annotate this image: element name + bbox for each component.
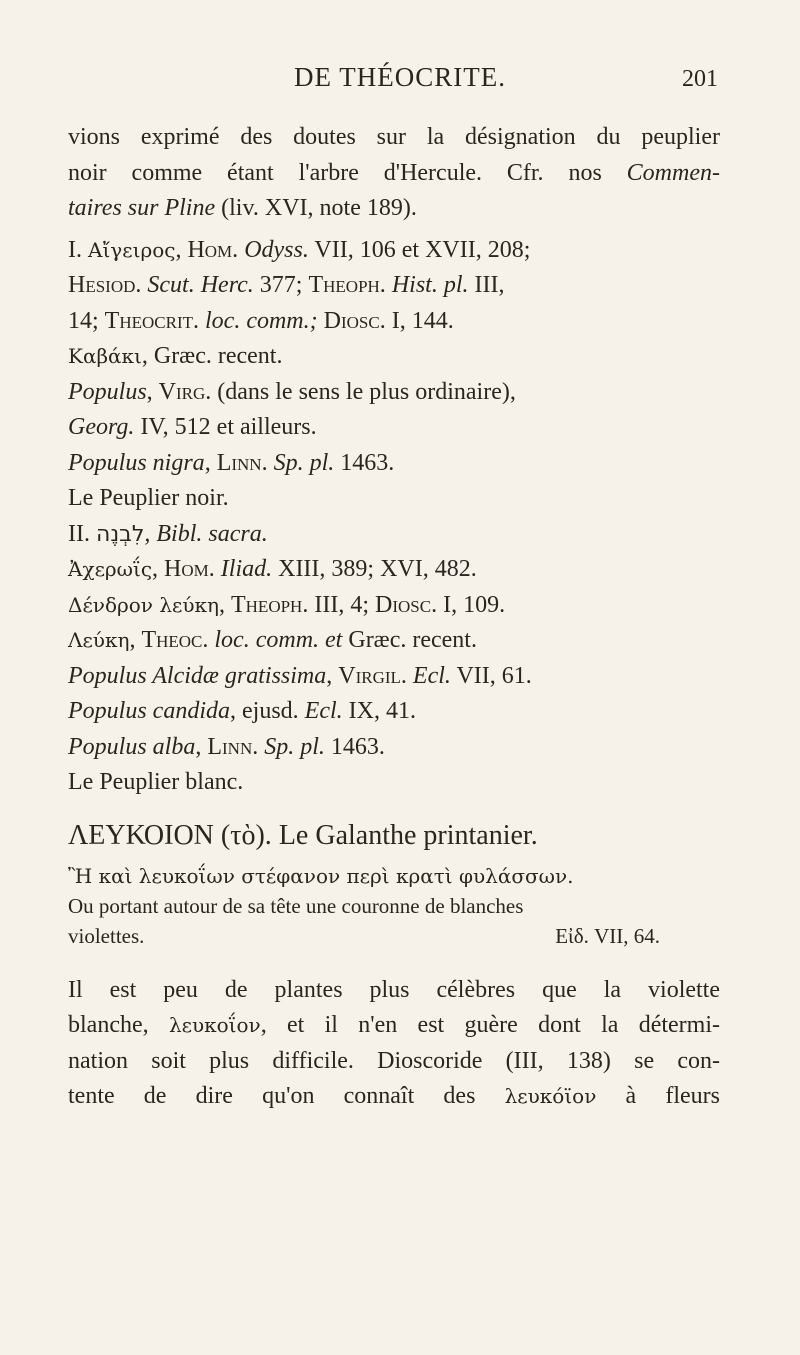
citation-line bbox=[68, 730, 720, 766]
work-title: Sp. pl. bbox=[267, 449, 335, 476]
line-text: I. bbox=[68, 236, 88, 263]
author-name: Theoph. bbox=[231, 591, 309, 618]
line-text: III, bbox=[468, 272, 505, 298]
greek-quote bbox=[68, 861, 720, 891]
translation bbox=[68, 891, 720, 951]
citation-line bbox=[68, 765, 720, 801]
work-title: Georg. bbox=[68, 414, 135, 440]
text-line bbox=[68, 973, 720, 1009]
section-title-greek: ΛΕΥΚΟΙΟΝ bbox=[68, 819, 214, 851]
latin-name: Populus nigra bbox=[68, 449, 205, 476]
work-title: Ecl. bbox=[304, 698, 343, 724]
page-header bbox=[0, 62, 800, 102]
section-heading bbox=[68, 815, 720, 857]
line-text: Græc. recent. bbox=[342, 627, 477, 653]
citation-line bbox=[68, 659, 720, 695]
text-line bbox=[68, 120, 720, 156]
citation-line bbox=[68, 268, 720, 304]
greek-term: λευκόϊον bbox=[504, 1084, 597, 1108]
work-title: loc. comm. et bbox=[208, 627, 343, 653]
work-title: Ecl. bbox=[406, 662, 451, 689]
page-number: 201 bbox=[682, 66, 718, 92]
greek-term: Λεύκη bbox=[68, 628, 130, 652]
author-name: Hom. bbox=[187, 236, 239, 263]
line-text: I, 144. bbox=[385, 307, 454, 334]
line-text: blanche, bbox=[68, 1012, 169, 1038]
citation-line bbox=[68, 375, 720, 411]
line-text: IX, 41. bbox=[342, 698, 416, 724]
text-line bbox=[68, 156, 720, 192]
latin-name: Populus bbox=[68, 378, 147, 405]
citation-line bbox=[68, 410, 720, 446]
line-text: II. bbox=[68, 520, 96, 547]
line-text: III, 4; bbox=[308, 591, 375, 618]
author-name: Theoc. bbox=[141, 627, 209, 653]
work-title: taires sur Pline bbox=[68, 195, 216, 221]
citation-line bbox=[68, 588, 720, 624]
citation-line bbox=[68, 623, 720, 659]
work-title: Odyss. bbox=[238, 236, 309, 263]
author-name: Diosc. bbox=[317, 307, 386, 334]
page-body bbox=[68, 120, 720, 1115]
greek-term: Δένδρον λεύκη bbox=[68, 592, 219, 617]
greek-term: Ἀχερωΐς bbox=[68, 557, 153, 581]
line-text: (dans le sens le plus ordinaire), bbox=[211, 378, 516, 405]
line-text: nation soit plus difficile. Dioscoride (III, 138) se con- bbox=[68, 1047, 720, 1074]
citation-line bbox=[68, 694, 720, 730]
work-title: Scut. Herc. bbox=[141, 272, 254, 298]
author-name: Virg. bbox=[158, 378, 212, 405]
greek-term: λευκοΐον bbox=[168, 1013, 261, 1037]
quote-reference: Εἰδ. VII, 64. bbox=[555, 923, 660, 948]
line-text: , bbox=[146, 378, 159, 405]
line-text: 14; bbox=[68, 307, 105, 334]
citation-line bbox=[68, 552, 720, 588]
line-text: , Græc. recent. bbox=[141, 343, 283, 369]
greek-term: Αἴγειρος bbox=[88, 237, 176, 262]
translation-line: Ou portant autour de sa tête une couronne de blanches bbox=[68, 893, 524, 918]
work-title: Commen- bbox=[626, 159, 720, 186]
line-text: 1463. bbox=[334, 449, 395, 476]
line-text: à fleurs bbox=[596, 1083, 720, 1109]
line-text: XIII, 389; XVI, 482. bbox=[272, 556, 477, 582]
text-line bbox=[68, 1079, 720, 1115]
line-text: , bbox=[326, 662, 339, 689]
author-name: Theoph. bbox=[308, 272, 386, 298]
greek-verse: Ἢ καὶ λευκοΐων στέφανον περὶ κρατὶ φυλάσσων. bbox=[68, 863, 574, 888]
paragraph bbox=[68, 973, 720, 1115]
hebrew-term: לִבְנֶה bbox=[95, 521, 145, 547]
line-text: 1463. bbox=[324, 733, 385, 760]
line-text: , bbox=[219, 591, 231, 618]
work-title: Sp. pl. bbox=[258, 733, 325, 760]
line-text: , bbox=[204, 449, 217, 476]
running-title: DE THÉOCRITE. bbox=[294, 62, 506, 92]
line-text: 377; bbox=[253, 272, 309, 298]
work-title: Iliad. bbox=[214, 556, 273, 582]
line-text: , bbox=[175, 236, 188, 263]
line-text: tente de dire qu'on connaît des bbox=[68, 1083, 505, 1109]
text-line bbox=[68, 1008, 720, 1044]
line-text: (liv. XVI, note 189). bbox=[215, 195, 417, 221]
line-text: , et il n'en est guère dont la détermi- bbox=[260, 1012, 720, 1038]
latin-name: Populus candida bbox=[68, 698, 230, 724]
line-text: , ejusd. bbox=[230, 698, 305, 724]
line-text: noir comme étant l'arbre d'Hercule. Cfr. nos bbox=[68, 159, 627, 186]
line-text: , bbox=[152, 556, 165, 582]
section-title-french: Le Galanthe printanier. bbox=[278, 819, 538, 851]
line-text: Il est peu de plantes plus célèbres que la violette bbox=[68, 976, 720, 1003]
citation-line bbox=[68, 339, 720, 375]
citation-line bbox=[68, 481, 720, 517]
line-text: vions exprimé des doutes sur la désignation du peuplier bbox=[68, 124, 720, 150]
author-name: Linn. bbox=[216, 449, 268, 476]
work-title: Hist. pl. bbox=[385, 272, 469, 298]
line-text: violettes. bbox=[68, 923, 145, 948]
line-text: IV, 512 et ailleurs. bbox=[134, 414, 317, 440]
line-text: VII, 61. bbox=[450, 662, 532, 689]
citation-line bbox=[68, 233, 720, 269]
author-name: Theocrit. bbox=[104, 307, 199, 334]
work-title: , Bibl. sacra. bbox=[144, 520, 268, 547]
citation-line bbox=[68, 304, 720, 340]
section-title-article: (τὸ). bbox=[213, 819, 279, 851]
latin-name: Populus alba bbox=[68, 733, 196, 760]
line-text: Le Peuplier blanc. bbox=[68, 769, 244, 795]
author-name: Hom. bbox=[164, 556, 215, 582]
line-text: , bbox=[195, 733, 208, 760]
line-text: , bbox=[129, 627, 142, 653]
line-text: Le Peuplier noir. bbox=[68, 485, 229, 511]
author-name: Virgil. bbox=[338, 662, 407, 689]
text-line bbox=[68, 1044, 720, 1080]
author-name: Hesiod. bbox=[68, 272, 142, 298]
line-text: VII, 106 et XVII, 208; bbox=[308, 236, 531, 263]
greek-term: Καβάκι bbox=[68, 344, 142, 368]
latin-name: Populus Alcidæ gratissima bbox=[68, 662, 327, 689]
work-title: loc. comm.; bbox=[199, 307, 318, 334]
author-name: Diosc. bbox=[375, 591, 438, 618]
text-line bbox=[68, 191, 720, 227]
citation-line bbox=[68, 446, 720, 482]
author-name: Linn. bbox=[207, 733, 259, 760]
citation-line bbox=[68, 517, 720, 553]
translation-line bbox=[68, 921, 720, 951]
line-text: I, 109. bbox=[437, 591, 506, 618]
